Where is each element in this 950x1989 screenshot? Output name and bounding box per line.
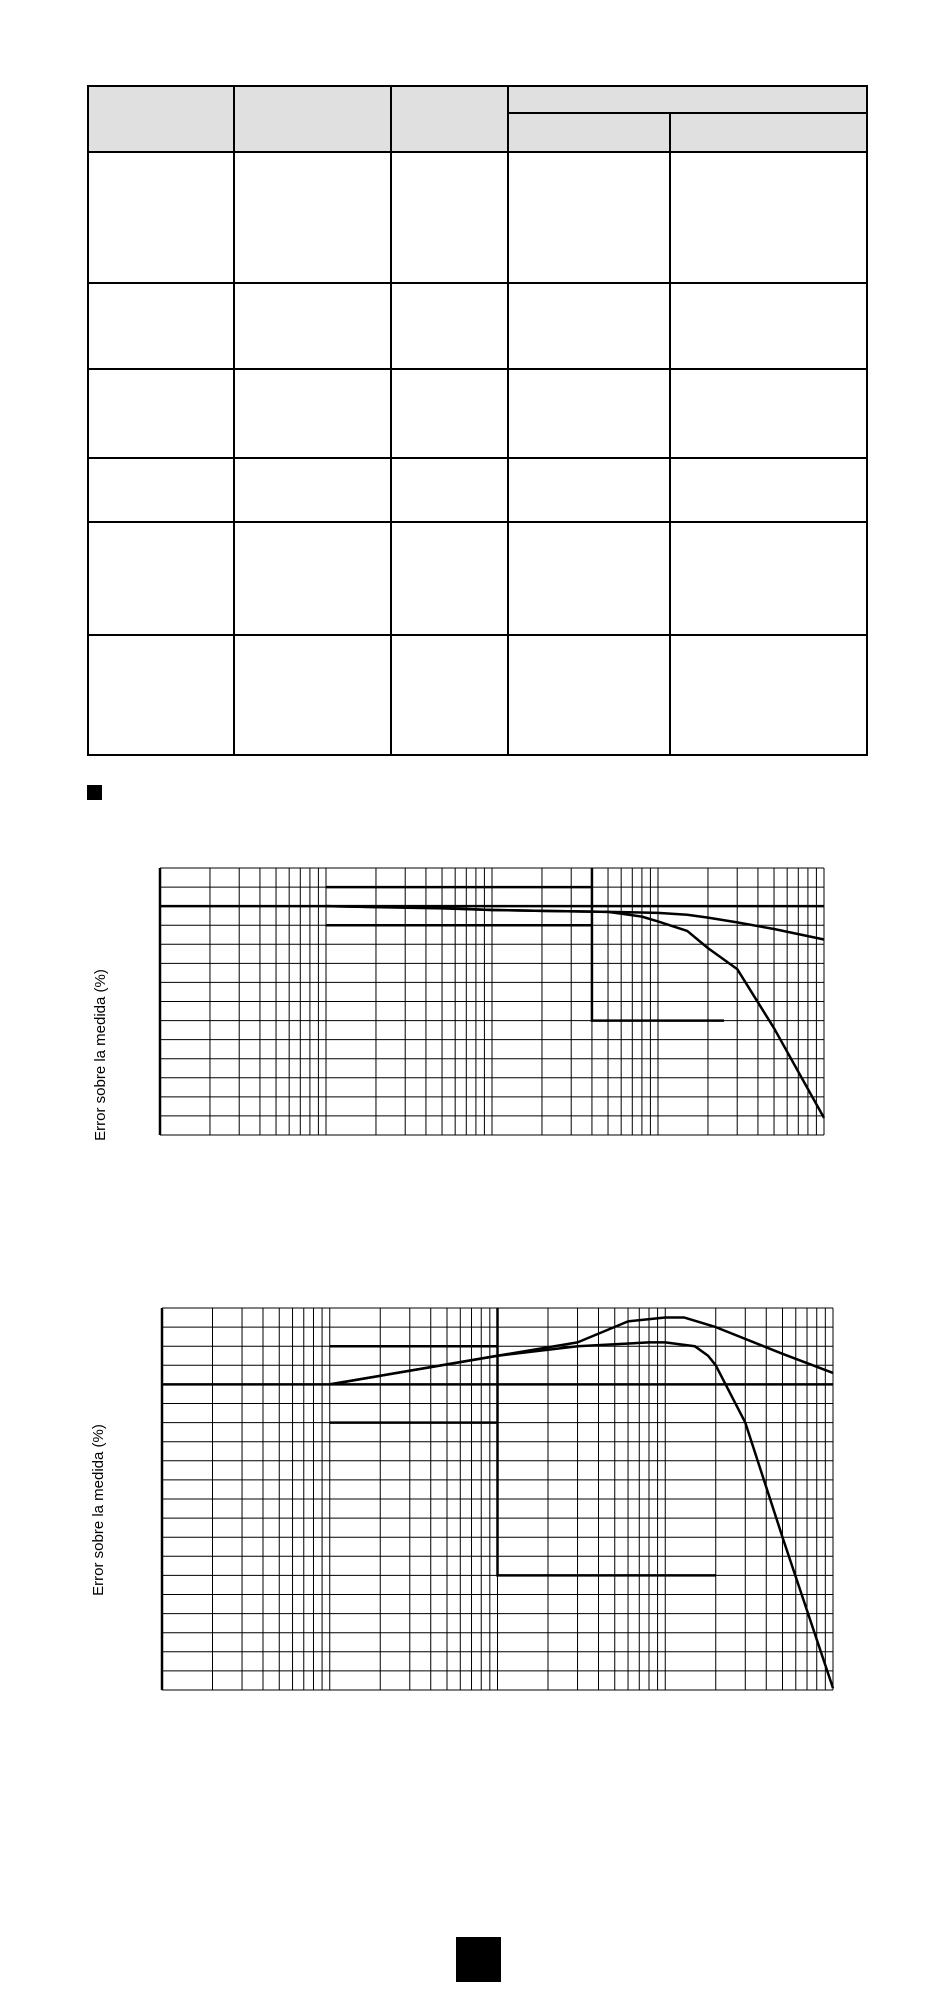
chart1-series-2-line: [326, 906, 824, 1118]
table-row: [88, 152, 867, 283]
table-cell: [391, 152, 508, 283]
table-row: [88, 635, 867, 755]
table-cell: [88, 635, 234, 755]
table-subheader-cell: [670, 113, 867, 152]
table-cell: [391, 522, 508, 635]
table-cell: [508, 458, 670, 522]
table-cell: [670, 283, 867, 369]
table-cell: [391, 635, 508, 755]
table-cell: [234, 635, 391, 755]
table-row: [88, 369, 867, 458]
table-header-cell: [88, 86, 234, 152]
section-bullet-icon: [87, 785, 102, 800]
table-cell: [508, 522, 670, 635]
table-cell: [391, 458, 508, 522]
chart1-ylabel: Error sobre la medida (%): [92, 969, 109, 1141]
error-chart-2: [0, 1300, 950, 1700]
table-cell: [670, 152, 867, 283]
chart2-series-2-line: [330, 1342, 833, 1688]
table-cell: [391, 369, 508, 458]
table-cell: [670, 369, 867, 458]
table-cell: [88, 522, 234, 635]
table-cell: [508, 283, 670, 369]
table-cell: [391, 283, 508, 369]
spec-table: [87, 85, 868, 756]
table-cell: [88, 283, 234, 369]
error-chart-1: [0, 860, 950, 1150]
table-header-cell: [234, 86, 391, 152]
table-cell: [670, 635, 867, 755]
table-row: [88, 522, 867, 635]
table-cell: [670, 458, 867, 522]
table-cell: [234, 283, 391, 369]
table-cell: [88, 369, 234, 458]
table-cell: [508, 635, 670, 755]
table-cell: [88, 152, 234, 283]
table-header-cell: [508, 86, 867, 113]
table-cell: [508, 152, 670, 283]
table-row: [88, 458, 867, 522]
page-number-box: [456, 1937, 501, 1982]
table-cell: [234, 152, 391, 283]
table-cell: [670, 522, 867, 635]
table-header-cell: [391, 86, 508, 152]
chart2-ylabel: Error sobre la medida (%): [90, 1424, 107, 1596]
table-cell: [508, 369, 670, 458]
table-row: [88, 283, 867, 369]
table-cell: [234, 458, 391, 522]
table-cell: [234, 369, 391, 458]
table-cell: [234, 522, 391, 635]
table-subheader-cell: [508, 113, 670, 152]
table-cell: [88, 458, 234, 522]
